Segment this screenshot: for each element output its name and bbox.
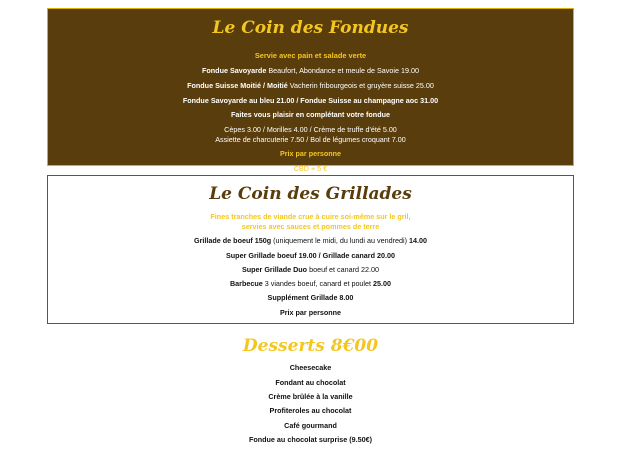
- fondue-extras-heading: Faites vous plaisir en complétant votre fondue: [231, 110, 390, 119]
- desserts-section: [47, 335, 574, 450]
- fondues-subtitle: Servie avec pain et salade verte: [254, 51, 367, 60]
- super-grillade-line: Super Grillade boeuf 19.00 / Grillade canard 20.00: [226, 251, 395, 260]
- desserts-title: Desserts 8€00: [242, 336, 379, 356]
- grillade-duo-line: Super Grillade Duo boeuf et canard 22.00: [241, 265, 380, 274]
- fondue-extras-line-2: Assiette de charcuterie 7.50 / Bol de légumes croquant 7.00: [215, 135, 406, 144]
- grillade-boeuf-line: Grillade de boeuf 150g (uniquement le midi, du lundi au vendredi) 14.00: [194, 236, 427, 245]
- fondue-suisse-line: Fondue Suisse Moitié / Moitié Vacherin fribourgeois et gruyère suisse 25.00: [187, 81, 434, 90]
- fondue-variants-line: Fondue Savoyarde au bleu 21.00 / Fondue Suisse au champagne aoc 31.00: [182, 96, 439, 105]
- supplement-line: Supplément Grillade 8.00: [267, 293, 354, 302]
- fondue-savoyarde-line: Fondue Savoyarde Beaufort, Abondance et meule de Savoie 19.00: [202, 66, 419, 75]
- fondues-price-note: Prix par personne: [279, 149, 342, 158]
- dessert-item: Fondant au chocolat: [275, 378, 346, 387]
- grillades-price-note: Prix par personne: [279, 308, 342, 317]
- dessert-item: Café gourmand: [284, 421, 337, 430]
- dessert-item: Crème brûlée à la vanille: [268, 392, 353, 401]
- fondues-title: Le Coin des Fondues: [212, 18, 409, 38]
- fondue-extras-line-1: Cèpes 3.00 / Morilles 4.00 / Crème de truffe d'été 5.00: [224, 125, 397, 134]
- grillades-section: [47, 175, 574, 324]
- dessert-item: Fondue au chocolat surprise (9.50€): [248, 435, 373, 444]
- dessert-item: Cheesecake: [289, 363, 332, 372]
- barbecue-line: Barbecue 3 viandes boeuf, canard et poulet 25.00: [229, 279, 392, 288]
- dessert-item: Profiteroles au chocolat: [269, 406, 352, 415]
- grillades-title: Le Coin des Grillades: [209, 184, 412, 204]
- fondues-section: [47, 8, 574, 173]
- grillades-note-2: servies avec sauces et pommes de terre: [241, 222, 380, 231]
- grillades-note-1: Fines tranches de viande crue à cuire soi-même sur le gril,: [210, 212, 411, 221]
- fondues-cbd: CBD + 5 €: [293, 164, 328, 173]
